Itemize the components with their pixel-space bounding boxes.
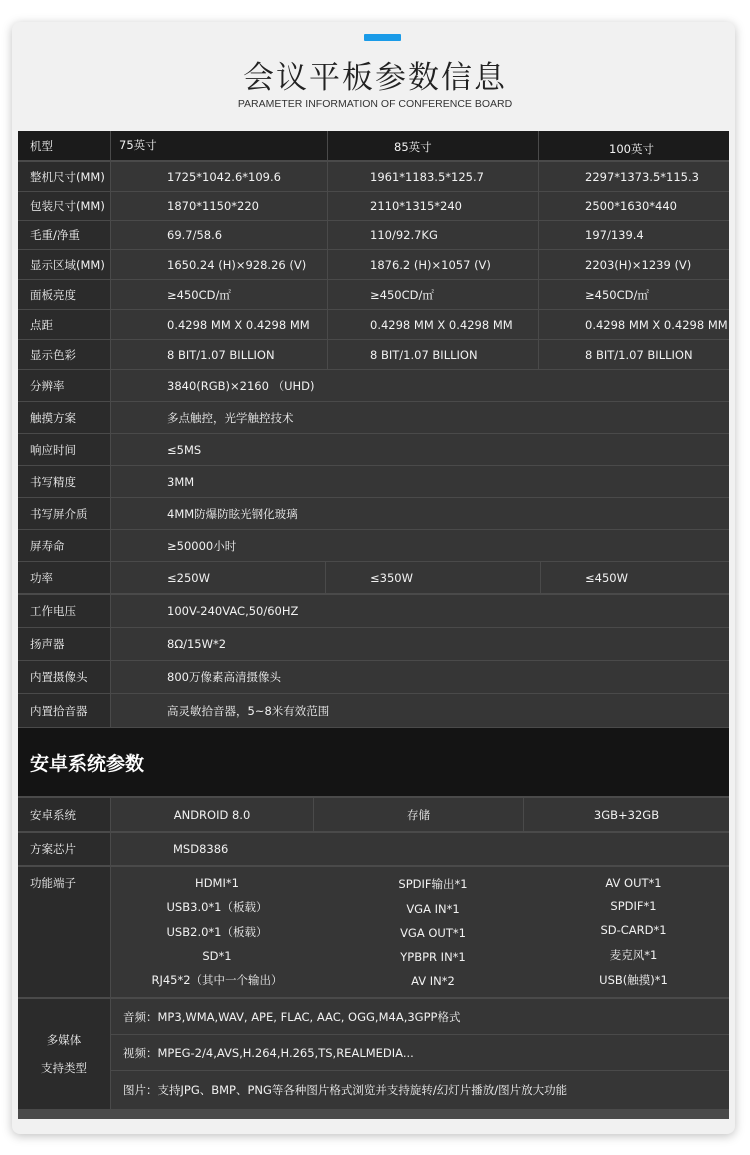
chip-value: MSD8386: [111, 833, 729, 865]
spec-row: [18, 310, 729, 339]
spec-label: 点距: [18, 310, 110, 339]
accent-bar: [364, 34, 401, 41]
spec-value-85: 8 BIT/1.07 BILLION: [328, 340, 538, 369]
spec-row: [18, 162, 729, 191]
spec-row: [18, 628, 729, 660]
media-row: [18, 999, 729, 1034]
spec-row: [18, 466, 729, 497]
port-item: HDMI*1: [195, 875, 239, 890]
port-item: SD*1: [202, 949, 232, 964]
spec-row: [18, 530, 729, 561]
spec-row: [18, 661, 729, 693]
port-item: USB(触摸)*1: [599, 973, 668, 988]
storage-label: 存储: [314, 798, 523, 831]
media-row: [18, 1035, 729, 1070]
port-item: AV OUT*1: [605, 875, 662, 890]
android-section-title: 安卓系统参数: [18, 728, 729, 796]
spec-label: 整机尺寸(MM): [18, 162, 110, 191]
spec-value-75: 1725*1042.6*109.6: [111, 162, 327, 191]
spec-value-100: 0.4298 MM X 0.4298 MM: [539, 310, 729, 339]
spec-row: [18, 340, 729, 369]
spec-value-100: ≥450CD/㎡: [539, 280, 729, 309]
media-audio: 音频：MP3,WMA,WAV, APE, FLAC, AAC, OGG,M4A,3GPP格式: [111, 999, 729, 1034]
spec-label: 扬声器: [18, 628, 110, 660]
spec-row: [18, 192, 729, 220]
spec-value: 4MM防爆防眩光钢化玻璃: [111, 498, 729, 529]
storage-value: 3GB+32GB: [524, 798, 729, 831]
port-item: VGA OUT*1: [400, 926, 466, 940]
spec-value-100: 2500*1630*440: [539, 192, 729, 220]
spec-label: 面板亮度: [18, 280, 110, 309]
spec-label: 方案芯片: [18, 833, 110, 865]
port-item: USB2.0*1（板载）: [166, 924, 268, 939]
spec-value-85: 2110*1315*240: [328, 192, 538, 220]
column-75: 75英寸: [111, 131, 327, 160]
spec-label: 毛重/净重: [18, 221, 110, 249]
spec-value-85: 110/92.7KG: [328, 221, 538, 249]
port-item: SPDIF*1: [610, 899, 657, 914]
column-85: 85英寸: [328, 131, 538, 160]
spec-value: 多点触控，光学触控技术: [111, 402, 729, 433]
spec-value-85: 1876.2 (H)×1057 (V): [328, 250, 538, 279]
media-label-line1: 多媒体: [46, 1033, 82, 1047]
ports-column: [112, 867, 322, 997]
spec-value-85: 1961*1183.5*125.7: [328, 162, 538, 191]
spec-value-75: ≥450CD/㎡: [111, 280, 327, 309]
spec-label: 分辨率: [18, 370, 110, 401]
media-video: 视频：MPEG-2/4,AVS,H.264,H.265,TS,REALMEDIA...: [111, 1035, 729, 1070]
spec-label: 书写精度: [18, 466, 110, 497]
spec-label: 安卓系统: [18, 798, 110, 831]
spec-value-75: 0.4298 MM X 0.4298 MM: [111, 310, 327, 339]
power-75: ≤250W: [111, 562, 325, 593]
port-item: USB3.0*1（板载）: [166, 899, 268, 914]
media-row: [18, 1071, 729, 1109]
port-item: AV IN*2: [411, 974, 455, 988]
spec-row: [18, 402, 729, 433]
spec-value-75: 1650.24 (H)×928.26 (V): [111, 250, 327, 279]
chip-row: [18, 833, 729, 865]
spec-row: [18, 694, 729, 727]
ports-column: [538, 867, 729, 997]
spec-row: [18, 370, 729, 401]
spec-value: ≥50000小时: [111, 530, 729, 561]
spec-value: 8Ω/15W*2: [111, 628, 729, 660]
spec-row: [18, 595, 729, 627]
spec-label: 显示区域(MM): [18, 250, 110, 279]
header-row: [18, 131, 729, 160]
spec-label: 显示色彩: [18, 340, 110, 369]
spec-label: 书写屏介质: [18, 498, 110, 529]
media-image: 图片：支持JPG、BMP、PNG等各种图片格式浏览并支持旋转/幻灯片播放/图片放大功能: [111, 1071, 729, 1109]
spec-label: 触摸方案: [18, 402, 110, 433]
android-system-row: [18, 798, 729, 831]
spec-label: 响应时间: [18, 434, 110, 465]
spec-row: [18, 221, 729, 249]
spec-value: 800万像素高清摄像头: [111, 661, 729, 693]
spec-value-100: 8 BIT/1.07 BILLION: [539, 340, 729, 369]
spec-label: 屏寿命: [18, 530, 110, 561]
power-row: [18, 562, 729, 593]
spec-label: 功率: [18, 562, 110, 593]
column-100: 100英寸: [539, 131, 729, 160]
spec-value-85: ≥450CD/㎡: [328, 280, 538, 309]
page-subtitle: PARAMETER INFORMATION OF CONFERENCE BOARD: [237, 98, 513, 110]
spec-value-75: 8 BIT/1.07 BILLION: [111, 340, 327, 369]
spec-row: [18, 250, 729, 279]
spec-value-85: 0.4298 MM X 0.4298 MM: [328, 310, 538, 339]
port-item: VGA IN*1: [406, 902, 460, 916]
spec-value: 3MM: [111, 466, 729, 497]
spec-row: [18, 498, 729, 529]
port-item: SPDIF输出*1: [398, 877, 468, 891]
spec-value: 3840(RGB)×2160 （UHD): [111, 370, 729, 401]
spec-value: ≤5MS: [111, 434, 729, 465]
spec-row: [18, 434, 729, 465]
power-100: ≤450W: [541, 562, 729, 593]
android-version: ANDROID 8.0: [111, 798, 313, 831]
ports-column: [328, 867, 538, 997]
power-85: ≤350W: [326, 562, 540, 593]
spec-value-100: 2203(H)×1239 (V): [539, 250, 729, 279]
spec-table: [18, 131, 729, 1119]
ports-row: [18, 867, 729, 997]
spec-value-75: 69.7/58.6: [111, 221, 327, 249]
media-label-line2: 支持类型: [41, 1061, 87, 1075]
spec-value-75: 1870*1150*220: [111, 192, 327, 220]
spec-value-100: 197/139.4: [539, 221, 729, 249]
model-label: 机型: [18, 131, 110, 160]
spec-value: 100V-240VAC,50/60HZ: [111, 595, 729, 627]
port-item: YPBPR IN*1: [400, 950, 466, 964]
page-title: 会议平板参数信息: [243, 60, 507, 96]
spec-label: 内置拾音器: [18, 694, 110, 727]
port-item: RJ45*2（其中一个输出）: [151, 973, 283, 988]
spec-label: 工作电压: [18, 595, 110, 627]
spec-row: [18, 280, 729, 309]
spec-value: 高灵敏拾音器，5~8米有效范围: [111, 694, 729, 727]
port-item: 麦克风*1: [609, 947, 658, 962]
spec-value-100: 2297*1373.5*115.3: [539, 162, 729, 191]
spec-label: 内置摄像头: [18, 661, 110, 693]
port-item: SD-CARD*1: [600, 922, 667, 937]
spec-label: 包装尺寸(MM): [18, 192, 110, 220]
spec-label: 功能端子: [18, 867, 110, 997]
